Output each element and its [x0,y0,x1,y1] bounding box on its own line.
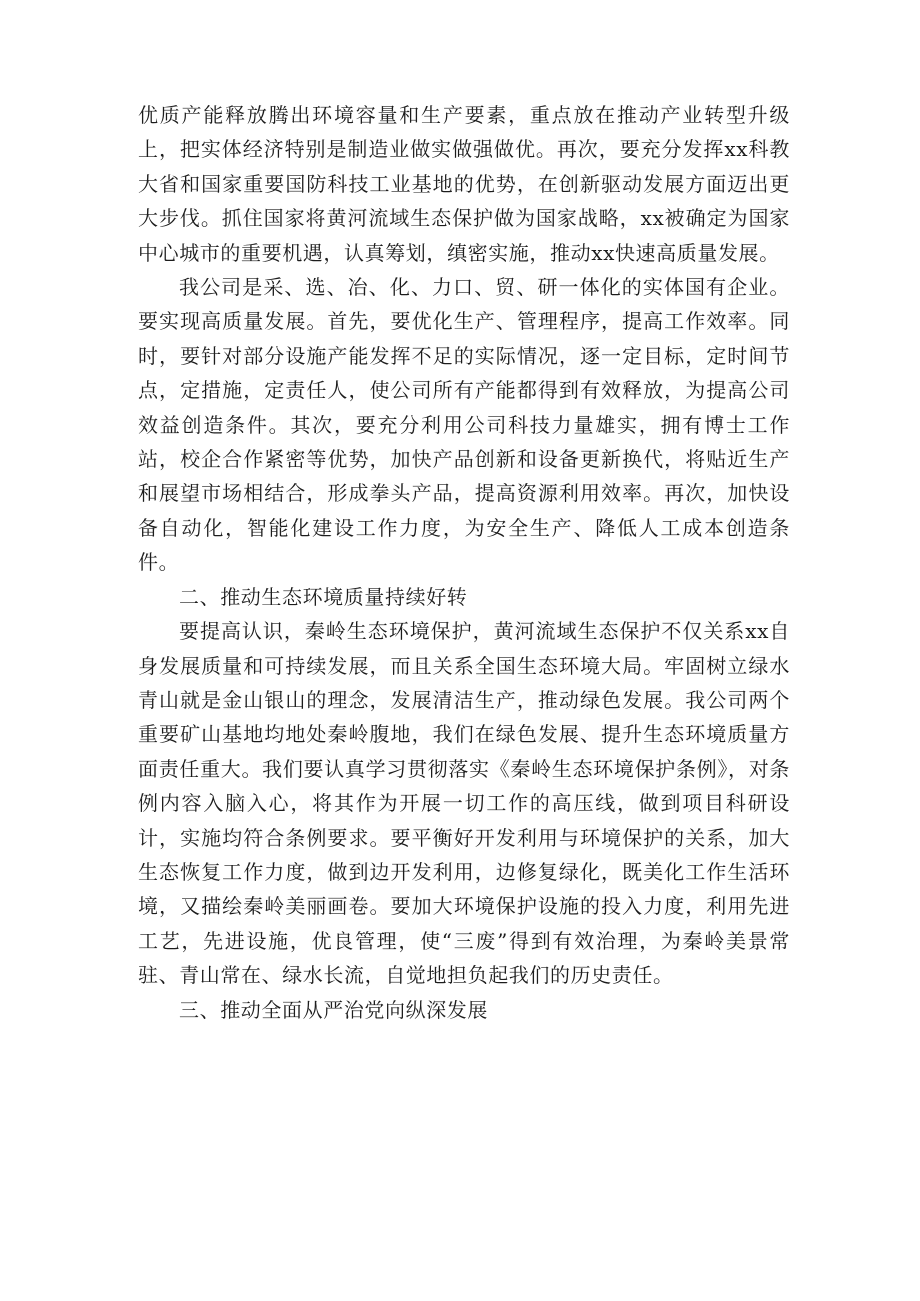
document-body [138,98,790,1027]
paragraph-2: 我公司是采、选、冶、化、力口、贸、研一体化的实体国有企业。要实现高质量发展。首先，要优化生产、管理程序，提高工作效率。同时，要针对部分设施产能发挥不足的实际情况，逐一定目标，定时间节点，定措施，定责任人，使公司所有产能都得到有效释放，为提高公司效益创造条件。其次，要充分利用公司科技力量雄实，拥有博士工作站，校企合作紧密等优势，加快产品创新和设备更新换代，将贴近生产和展望市场相结合，形成拳头产品，提高资源利用效率。再次，加快设备自动化，智能化建设工作力度，为安全生产、降低人工成本创造条件。 [138,275,790,575]
section-heading-3: 三、推动全面从严治党向纵深发展 [179,997,488,1022]
paragraph-3: 要提高认识，秦岭生态环境保护，黄河流域生态保护不仅关系xx自身发展质量和可持续发展，而且关系全国生态环境大局。牢固树立绿水青山就是金山银山的理念，发展清洁生产，推动绿色发展。我公司两个重要矿山基地均地处秦岭腹地，我们在绿色发展、提升生态环境质量方面责任重大。我们要认真学习贯彻落实《秦岭生态环境保护条例》，对条例内容入脑入心，将其作为开展一切工作的高压线，做到项目科研设计，实施均符合条例要求。要平衡好开发利用与环境保护的关系，加大生态恢复工作力度，做到边开发利用，边修复绿化，既美化工作生活环境，又描绘秦岭美丽画卷。要加大环境保护设施的投入力度，利用先进工艺，先进设施，优良管理，使“三废”得到有效治理，为秦岭美景常驻、青山常在、绿水长流，自觉地担负起我们的历史责任。 [138,619,790,988]
paragraph-1: 优质产能释放腾出环境容量和生产要素，重点放在推动产业转型升级上，把实体经济特别是制造业做实做强做优。再次，要充分发挥xx科教大省和国家重要国防科技工业基地的优势，在创新驱动发展方面迈出更大步伐。抓住国家将黄河流域生态保护做为国家战略，xx被确定为国家中心城市的重要机遇，认真筹划，缜密实施，推动xx快速高质量发展。 [138,103,790,265]
section-heading-2: 二、推动生态环境质量持续好转 [179,584,468,609]
